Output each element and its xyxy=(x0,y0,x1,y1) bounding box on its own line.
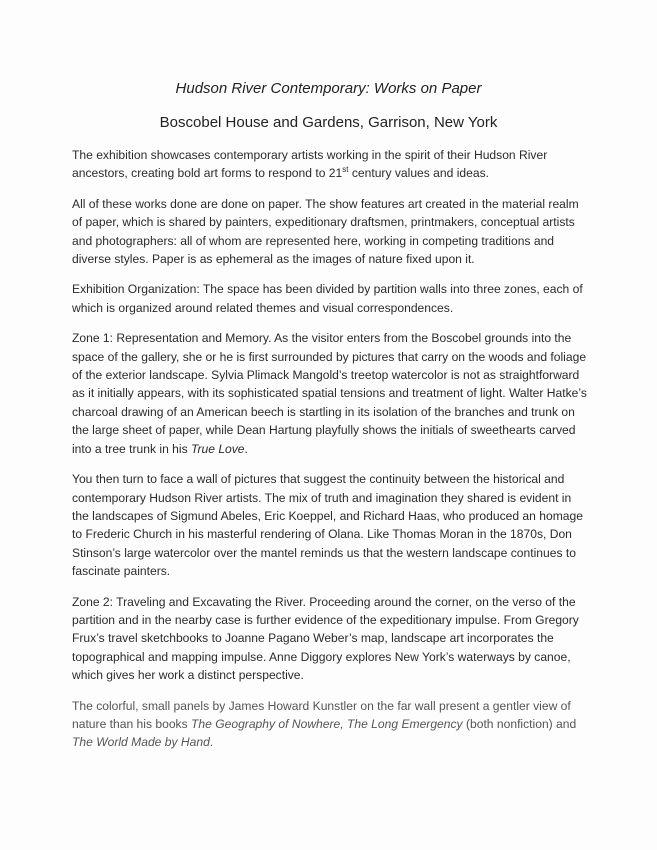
kunstler-text-c: . xyxy=(209,735,214,750)
paragraph-zone-2: Zone 2: Traveling and Excavating the River. Proceeding around the corner, on the verso of the partition and in the nearby case is further evidence of the expeditionary impulse. From Gregory Frux’s travel sketchbooks to Joanne Pagano Weber’s map, landscape art incorporates the topographical and mapping impulse. Anne Diggory explores New York’s waterways by canoe, which gives her work a distinct perspective. xyxy=(72,594,579,683)
paragraph-paper: All of these works done are done on paper. The show features art created in the material realm of paper, which is shared by painters, expeditionary draftsmen, printmakers, conceptual artists and photographers: all of whom are represented here, working in competing traditions and diverse styles. Paper is as ephemeral as the images of nature fixed upon it. xyxy=(72,196,579,267)
paragraph-kunstler xyxy=(72,697,588,752)
document-body xyxy=(72,146,588,764)
paragraph-organization: Exhibition Organization: The space has been divided by partition walls into three zones, each of which is organized around related themes and visual correspondences. xyxy=(72,282,583,315)
kunstler-book-titles: The Geography of Nowhere, The Long Emergency xyxy=(191,716,463,731)
zone1-text-b: . xyxy=(244,441,248,456)
kunstler-book-title-2: The World Made by Hand xyxy=(72,735,210,750)
kunstler-text-b: (both nonfiction) and xyxy=(462,716,577,731)
intro-text-a: The exhibition showcases contemporary artists working in the spirit of their Hudson River ancestors, creating bold art forms to respond to 21 xyxy=(72,148,548,181)
paragraph-intro xyxy=(72,146,588,183)
paragraph-zone-1 xyxy=(72,329,588,458)
paragraph-continuity: You then turn to face a wall of pictures that suggest the continuity between the historical and contemporary Hudson River artists. The mix of truth and imagination they shared is evident in the landscapes of Sigmund Abeles, Eric Koeppel, and Richard Haas, who produced an homage to Frederic Church in his masterful rendering of Olana. Like Thomas Moran in the 1870s, Don Stinson’s large watercolor over the mantel reminds us that the western landscape continues to fascinate painters. xyxy=(72,472,583,579)
document-subtitle: Boscobel House and Gardens, Garrison, New York xyxy=(159,114,498,131)
intro-superscript: st xyxy=(342,165,349,175)
intro-text-b: century values and ideas. xyxy=(348,166,489,181)
zone1-artwork-title: True Love xyxy=(190,441,245,456)
zone1-text-a: Zone 1: Representation and Memory. As the visitor enters from the Boscobel grounds into the space of the gallery, she or he is first surrounded by pictures that carry on the woods and foliage of the exterior landscape. Sylvia Plimack Mangold’s treetop watercolor is not as straightforward as it initially appears, with its sophisticated spatial tensions and treatment of light. Walter Hatke’s charcoal drawing of an American beech is startling in its isolation of the branches and trunk on the large sheet of paper, while Dean Hartung playfully shows the initials of sweethearts carved into a tree trunk in his xyxy=(72,331,587,456)
kunstler-text-a: The colorful, small panels by James Howard Kunstler on the far wall present a gentler view of nature than his books xyxy=(72,698,571,731)
document-title: Hudson River Contemporary: Works on Paper xyxy=(175,80,482,97)
